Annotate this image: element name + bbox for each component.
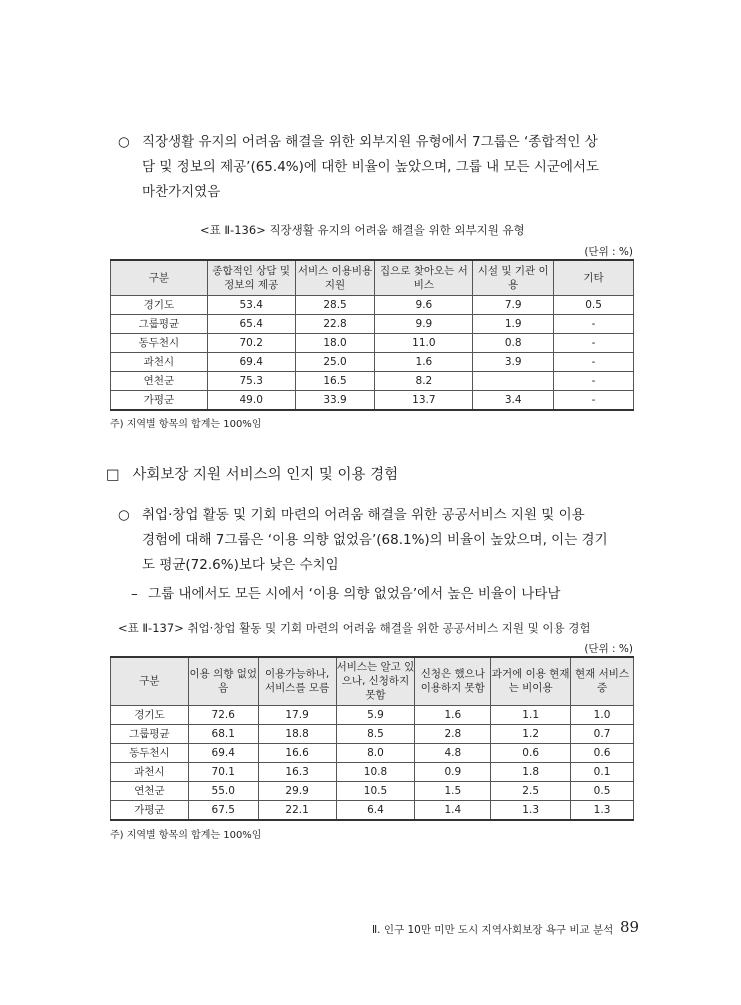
running-footer: Ⅱ. 인구 10만 미만 도시 지역사회보장 욕구 비교 분석 [372, 924, 614, 936]
table-cell: 9.9 [375, 314, 473, 333]
table-cell: 7.9 [473, 295, 554, 314]
table-2 [110, 656, 634, 821]
table-cell: 1.5 [415, 781, 491, 800]
table-row [111, 314, 634, 333]
table-cell [473, 371, 554, 390]
table-cell: 2.8 [415, 724, 491, 743]
table-cell: 28.5 [295, 295, 375, 314]
table-cell: 16.6 [258, 743, 336, 762]
table-cell: 16.5 [295, 371, 375, 390]
table-cell: 1.2 [491, 724, 571, 743]
table-cell: 1.9 [473, 314, 554, 333]
paragraph-1 [118, 130, 638, 205]
table-cell: 1.4 [415, 800, 491, 820]
table-cell: 1.8 [491, 762, 571, 781]
paragraph-2-line-2: 경험에 대해 7그룹은 ‘이용 의향 없었음’(68.1%)의 비율이 높았으며, 이는 경기 [142, 532, 608, 548]
section-heading [106, 464, 398, 486]
table-cell: 1.1 [491, 705, 571, 724]
table-2-header: 서비스는 알고 있으나, 신청하지 못함 [336, 657, 415, 705]
table-cell: 9.6 [375, 295, 473, 314]
table-cell: 6.4 [336, 800, 415, 820]
table-cell: 가평군 [111, 800, 189, 820]
table-cell: - [554, 371, 634, 390]
table-cell: 연천군 [111, 781, 189, 800]
table-cell: 67.5 [188, 800, 258, 820]
table-cell: 동두천시 [111, 743, 189, 762]
table-2-header: 신청은 했으나 이용하지 못함 [415, 657, 491, 705]
table-cell: - [554, 352, 634, 371]
table-cell: 22.8 [295, 314, 375, 333]
table-cell: - [554, 333, 634, 352]
table-row [111, 390, 634, 410]
table-1-header-row [111, 260, 634, 295]
table-1-unit: (단위 : %) [584, 246, 633, 258]
table-row [111, 781, 634, 800]
table-cell: 동두천시 [111, 333, 208, 352]
table-cell: 68.1 [188, 724, 258, 743]
paragraph-2 [118, 503, 638, 578]
paragraph-1-line-2: 담 및 정보의 제공’(65.4%)에 대한 비율이 높았으며, 그룹 내 모든 시군에서도 [142, 159, 600, 175]
table-cell: 연천군 [111, 371, 208, 390]
table-cell: 72.6 [188, 705, 258, 724]
table-cell: 10.5 [336, 781, 415, 800]
table-row [111, 352, 634, 371]
table-cell: 0.5 [571, 781, 634, 800]
table-1-header: 구분 [111, 260, 208, 295]
table-1-header: 종합적인 상담 및 정보의 제공 [207, 260, 295, 295]
bullet-circle: ○ [118, 134, 130, 150]
table-cell: 0.5 [554, 295, 634, 314]
table-cell: 53.4 [207, 295, 295, 314]
table-row [111, 705, 634, 724]
table-cell: 75.3 [207, 371, 295, 390]
table-cell: 69.4 [207, 352, 295, 371]
table-cell: 0.7 [571, 724, 634, 743]
table-cell: 17.9 [258, 705, 336, 724]
table-cell: 70.2 [207, 333, 295, 352]
table-2-caption: <표 Ⅱ-137> 취업·창업 활동 및 기회 마련의 어려움 해결을 위한 공공서비스 지원 및 이용 경험 [118, 621, 591, 635]
table-cell: 0.6 [491, 743, 571, 762]
table-2-header: 이용가능하나, 서비스를 모름 [258, 657, 336, 705]
table-cell: 25.0 [295, 352, 375, 371]
bullet-circle: ○ [118, 507, 130, 523]
table-cell: 0.9 [415, 762, 491, 781]
paragraph-2-line-3: 도 평균(72.6%)보다 낮은 수치임 [142, 557, 339, 573]
table-row [111, 371, 634, 390]
table-row [111, 295, 634, 314]
table-cell: 70.1 [188, 762, 258, 781]
table-cell: 가평군 [111, 390, 208, 410]
table-cell: 18.0 [295, 333, 375, 352]
table-cell: 0.8 [473, 333, 554, 352]
table-1-note: 주) 지역별 항목의 합계는 100%임 [110, 419, 262, 430]
table-row [111, 724, 634, 743]
table-row [111, 743, 634, 762]
table-2-header: 과거에 이용 현재는 비이용 [491, 657, 571, 705]
table-2-unit: (단위 : %) [584, 643, 633, 655]
table-2-header: 이용 의향 없었음 [188, 657, 258, 705]
table-cell: 1.3 [491, 800, 571, 820]
dash-mark: – [131, 586, 138, 602]
table-cell: 69.4 [188, 743, 258, 762]
paragraph-2-line-1: 취업·창업 활동 및 기회 마련의 어려움 해결을 위한 공공서비스 지원 및 이용 [142, 507, 585, 523]
dash-item [131, 583, 631, 605]
table-cell: 3.9 [473, 352, 554, 371]
table-2-header: 구분 [111, 657, 189, 705]
table-cell: 그룹평균 [111, 314, 208, 333]
table-cell: - [554, 314, 634, 333]
table-cell: 8.2 [375, 371, 473, 390]
table-cell: 1.0 [571, 705, 634, 724]
table-cell: 8.0 [336, 743, 415, 762]
table-1-header: 시설 및 기관 이용 [473, 260, 554, 295]
table-cell: 0.6 [571, 743, 634, 762]
table-1-header: 집으로 찾아오는 서비스 [375, 260, 473, 295]
table-cell: 10.8 [336, 762, 415, 781]
table-cell: 1.3 [571, 800, 634, 820]
table-cell: 2.5 [491, 781, 571, 800]
table-cell: 18.8 [258, 724, 336, 743]
table-cell: 과천시 [111, 762, 189, 781]
table-row [111, 762, 634, 781]
table-cell: 3.4 [473, 390, 554, 410]
dash-text: 그룹 내에서도 모든 시에서 ‘이용 의향 없었음’에서 높은 비율이 나타남 [148, 586, 561, 602]
table-2-header-row [111, 657, 634, 705]
table-cell: 29.9 [258, 781, 336, 800]
table-row [111, 800, 634, 820]
table-cell: 과천시 [111, 352, 208, 371]
section-box-icon: □ [106, 467, 120, 483]
table-cell: 5.9 [336, 705, 415, 724]
table-1-caption: <표 Ⅱ-136> 직장생활 유지의 어려움 해결을 위한 외부지원 유형 [200, 223, 525, 237]
section-title: 사회보장 지원 서비스의 인지 및 이용 경험 [132, 467, 399, 483]
table-cell: 22.1 [258, 800, 336, 820]
table-1-header: 서비스 이용비용 지원 [295, 260, 375, 295]
table-cell: 1.6 [415, 705, 491, 724]
table-1 [110, 259, 634, 411]
table-cell: 49.0 [207, 390, 295, 410]
table-cell: 11.0 [375, 333, 473, 352]
table-2-header: 현재 서비스 중 [571, 657, 634, 705]
table-cell: 그룹평균 [111, 724, 189, 743]
table-1-header: 기타 [554, 260, 634, 295]
paragraph-1-line-3: 마찬가지였음 [142, 184, 221, 200]
table-cell: - [554, 390, 634, 410]
table-row [111, 333, 634, 352]
table-cell: 8.5 [336, 724, 415, 743]
table-2-note: 주) 지역별 항목의 합계는 100%임 [110, 830, 262, 841]
table-cell: 16.3 [258, 762, 336, 781]
table-cell: 65.4 [207, 314, 295, 333]
table-cell: 0.1 [571, 762, 634, 781]
table-cell: 경기도 [111, 705, 189, 724]
table-cell: 1.6 [375, 352, 473, 371]
table-cell: 경기도 [111, 295, 208, 314]
paragraph-1-line-1: 직장생활 유지의 어려움 해결을 위한 외부지원 유형에서 7그룹은 ‘종합적인 상 [142, 134, 598, 150]
table-cell: 4.8 [415, 743, 491, 762]
table-cell: 33.9 [295, 390, 375, 410]
table-cell: 55.0 [188, 781, 258, 800]
table-cell: 13.7 [375, 390, 473, 410]
page-number: 89 [620, 918, 640, 936]
